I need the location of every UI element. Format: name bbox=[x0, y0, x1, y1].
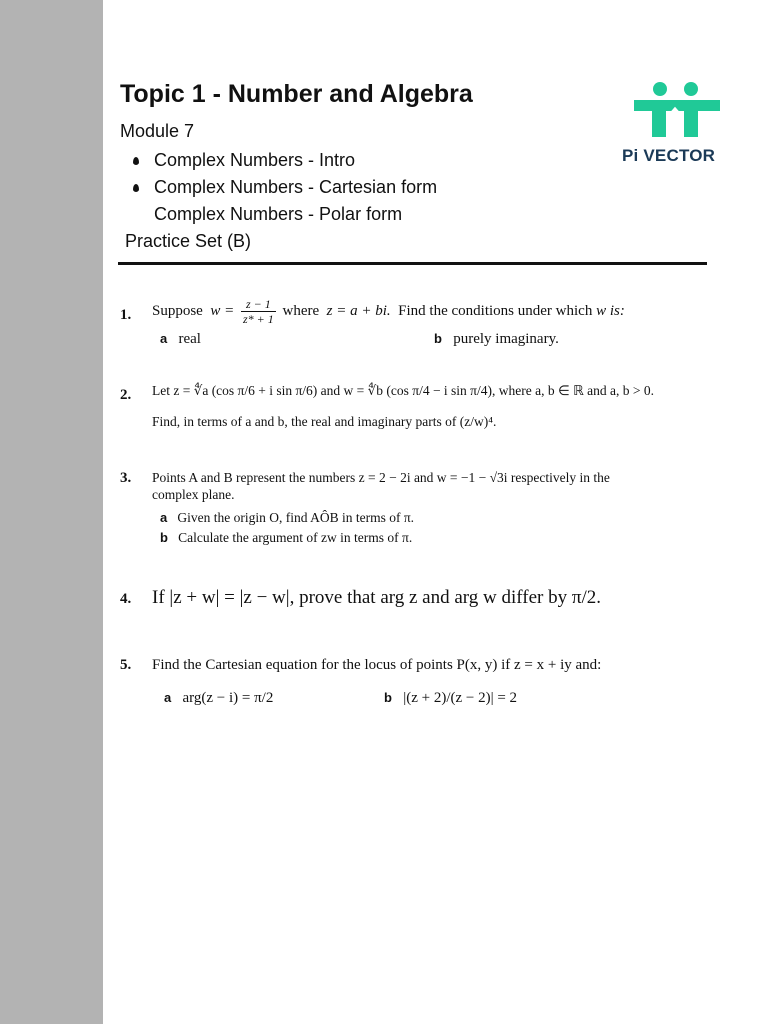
question-2 bbox=[120, 378, 710, 440]
question-text: Find the Cartesian equation for the locus of points P(x, y) if z = x + iy and: bbox=[152, 657, 602, 673]
question-text-line-1: Points A and B represent the numbers z = 2 − 2i and w = −1 − √3i respectively in the bbox=[152, 470, 610, 485]
logo-wordmark: Pi VECTOR bbox=[622, 146, 716, 165]
topic-item: Complex Numbers - Cartesian form bbox=[131, 175, 437, 202]
question-text-line-1: Let z = ∜a (cos π/6 + i sin π/6) and w = ∜b (cos π/4 − i sin π/4), where a, b ∈ ℝ and a, b > 0. bbox=[152, 383, 655, 398]
left-margin-bar bbox=[0, 0, 103, 1024]
sub-question-b: b |(z + 2)/(z − 2)| = 2 bbox=[384, 690, 518, 706]
question-text: Suppose w = $\frac{z - 1}{z* + 1}$ where z = a + bi. Find the conditions under which w is: bbox=[152, 297, 625, 326]
question-1 bbox=[120, 297, 710, 351]
question-number: 5. bbox=[120, 657, 132, 673]
sub-question-a: a Given the origin O, find AÔB in terms of π. bbox=[160, 510, 415, 525]
question-text: If |z + w| = |z − w|, prove that arg z and arg w differ by π/2. bbox=[152, 587, 601, 608]
topic-item: Complex Numbers - Intro bbox=[131, 148, 437, 175]
question-4 bbox=[120, 585, 710, 619]
practice-set-label: Practice Set (B) bbox=[125, 231, 252, 251]
question-number: 2. bbox=[120, 387, 132, 403]
bullet-icon bbox=[133, 184, 139, 192]
sub-question-b: b purely imaginary. bbox=[434, 331, 559, 347]
topic-item: Complex Numbers - Polar form bbox=[154, 204, 403, 224]
sub-question-a: a real bbox=[160, 331, 201, 347]
module-label: Module 7 bbox=[120, 121, 195, 141]
question-text-line-2: complex plane. bbox=[152, 487, 235, 502]
question-5 bbox=[120, 655, 710, 717]
sub-question-b: b Calculate the argument of zw in terms of π. bbox=[160, 530, 413, 545]
pi-vector-logo-icon bbox=[621, 80, 733, 140]
worksheet-page bbox=[103, 0, 768, 1024]
topic-list bbox=[131, 148, 437, 229]
page-title: Topic 1 - Number and Algebra bbox=[120, 80, 473, 108]
question-number: 1. bbox=[120, 307, 132, 323]
header-divider bbox=[118, 262, 707, 265]
question-text-line-2: Find, in terms of a and b, the real and imaginary parts of (z/w)⁴. bbox=[152, 414, 497, 429]
question-number: 3. bbox=[120, 470, 132, 486]
sub-question-a: a arg(z − i) = π/2 bbox=[164, 690, 274, 706]
question-3 bbox=[120, 468, 710, 548]
bullet-icon bbox=[133, 157, 139, 165]
question-number: 4. bbox=[120, 591, 132, 607]
